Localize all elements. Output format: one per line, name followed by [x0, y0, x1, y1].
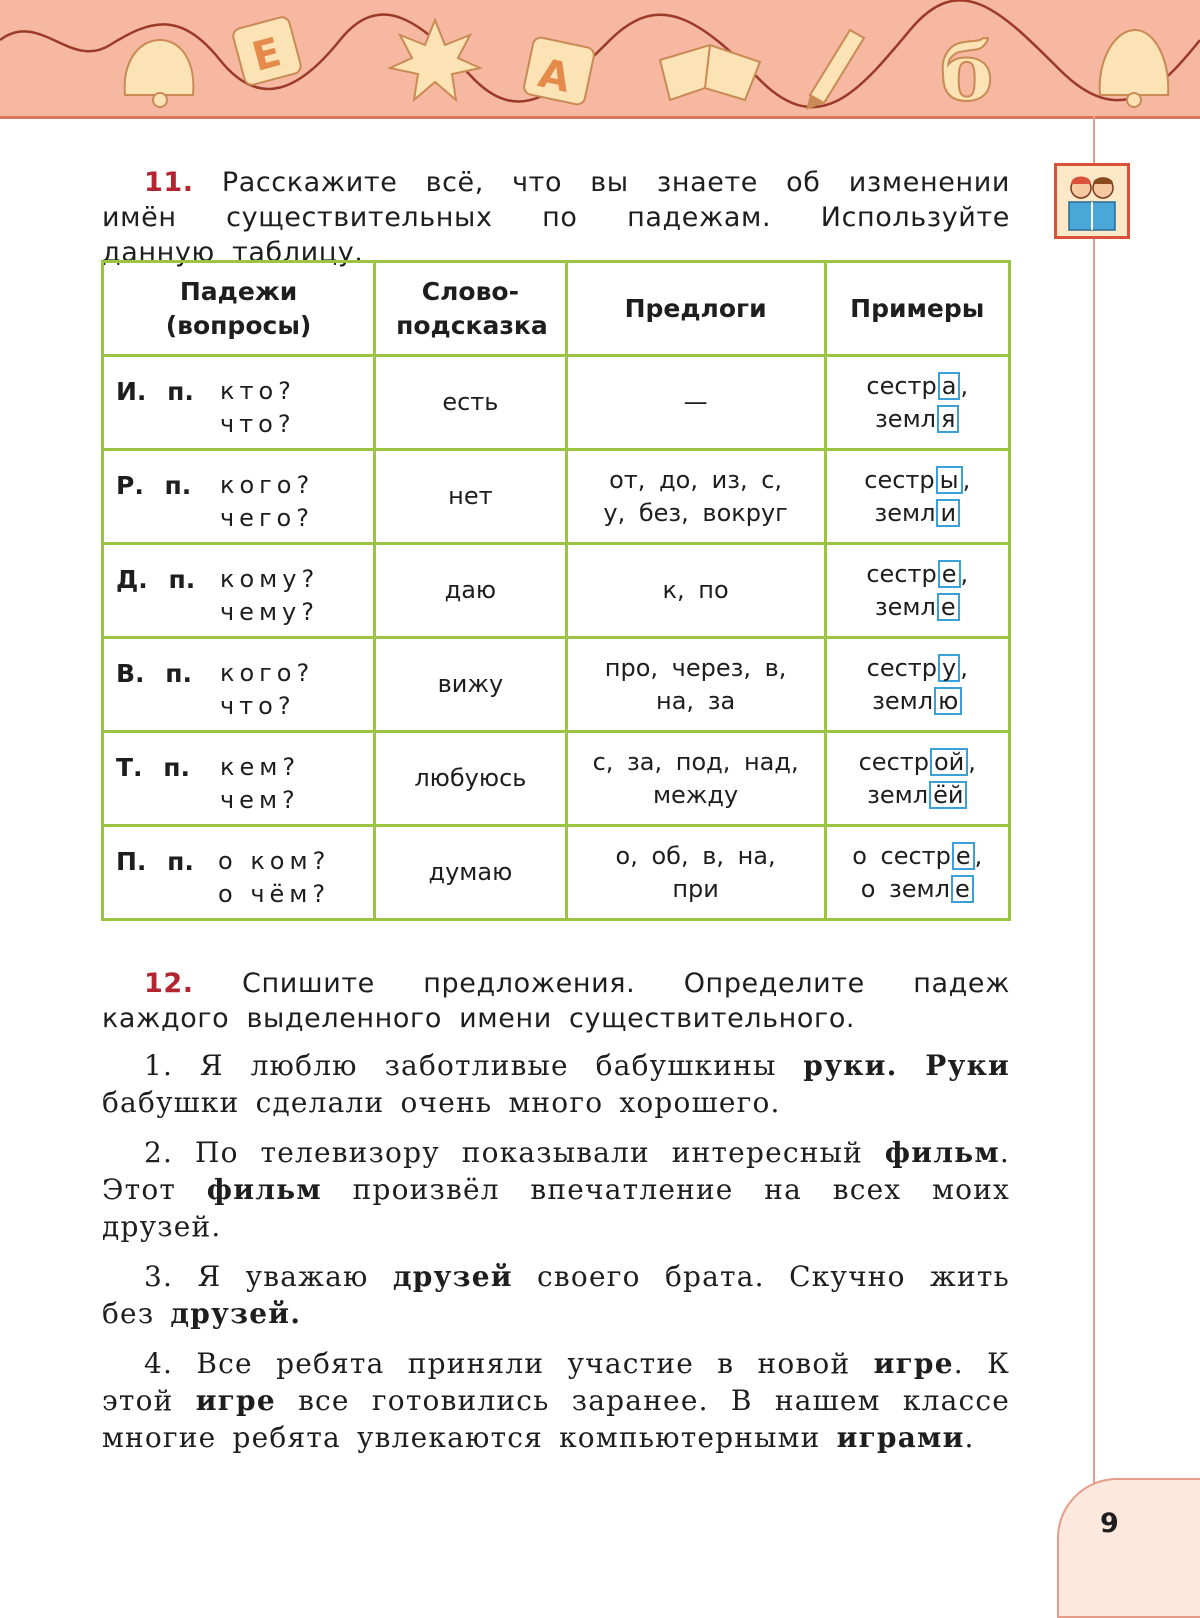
ending-box: ы: [936, 466, 963, 494]
examples: сестр а , земл я: [825, 356, 1009, 450]
prepositions: о, об, в, на, при: [566, 826, 825, 920]
header-hint-word: Слово-подсказка: [375, 262, 567, 356]
exercise-number: 11.: [144, 167, 194, 198]
table-row: [103, 826, 1010, 920]
case-abbr: П. п.: [116, 847, 194, 876]
case-cell: [103, 450, 375, 544]
case-cell: [103, 826, 375, 920]
case-questions: кого? что?: [220, 659, 315, 720]
open-book-icon: [660, 45, 760, 100]
exercise-text: Расскажите всё, что вы знаете об изменении имён существительных по падежам. Используйте данную таблицу.: [102, 167, 1011, 268]
bell-icon: [1100, 30, 1169, 107]
svg-text:А: А: [534, 50, 575, 102]
hint-word: нет: [375, 450, 567, 544]
maple-leaf-icon: [390, 20, 480, 100]
case-abbr: И. п.: [116, 377, 194, 406]
pencil-icon: [806, 30, 864, 110]
hint-word: вижу: [375, 638, 567, 732]
sentence-4: 4. Все ребята приняли участие в новой игре. К этой игре все готовились заранее. В нашем классе многие ребята увлекаются компьютерными играми.: [102, 1347, 1010, 1454]
header-prepositions: Предлоги: [566, 262, 825, 356]
table-row: [103, 356, 1010, 450]
ending-box: у: [938, 654, 960, 682]
exercise-12-instruction: [102, 966, 1010, 1036]
table-row: [103, 732, 1010, 826]
case-abbr: В. п.: [116, 659, 193, 688]
case-questions: кого? чего?: [220, 471, 315, 532]
prepositions: к, по: [566, 544, 825, 638]
prepositions: с, за, под, над, между: [566, 732, 825, 826]
exercise-text: Спишите предложения. Определите падеж каждого выделенного имени существительного.: [102, 968, 1010, 1034]
ending-box: ой: [930, 748, 968, 776]
case-cell: [103, 638, 375, 732]
hint-word: есть: [375, 356, 567, 450]
ending-box: и: [936, 499, 960, 527]
ending-box: е: [937, 593, 960, 621]
case-cell: [103, 356, 375, 450]
exercise-11-instruction: [102, 165, 1010, 270]
page-number-tab: [1057, 1478, 1200, 1618]
letter-a-block-icon: [523, 36, 596, 106]
examples: сестр у , земл ю: [825, 638, 1009, 732]
hint-word: даю: [375, 544, 567, 638]
children-reading-icon: [1054, 163, 1130, 239]
header-cases: Падежи (вопросы): [103, 262, 375, 356]
ending-box: е: [951, 875, 974, 903]
examples: сестр ой , земл ёй: [825, 732, 1009, 826]
letter-e-block-icon: [231, 15, 302, 86]
hint-word: думаю: [375, 826, 567, 920]
bell-icon: [125, 40, 194, 107]
case-table: [101, 260, 1011, 921]
svg-text:Е: Е: [247, 29, 286, 81]
case-questions: кому? чему?: [220, 565, 320, 626]
prepositions: —: [566, 356, 825, 450]
ending-box: е: [952, 842, 975, 870]
case-abbr: Т. п.: [116, 753, 191, 782]
letter-b-icon: [940, 25, 993, 116]
examples: о сестр е , о земл е: [825, 826, 1009, 920]
page-number: 9: [1100, 1508, 1119, 1539]
sentence-1: 1. Я люблю заботливые бабушкины руки. Руки бабушки сделали очень много хорошего.: [102, 1049, 1010, 1119]
case-questions: кем? чем?: [220, 753, 301, 814]
margin-line: [1093, 116, 1095, 1486]
svg-text:б: б: [940, 25, 994, 116]
table-header-row: [103, 262, 1010, 356]
table-row: [103, 544, 1010, 638]
case-cell: [103, 732, 375, 826]
ending-box: я: [937, 405, 959, 433]
ending-box: ю: [934, 687, 962, 715]
case-abbr: Д. п.: [116, 565, 196, 594]
case-questions: кто? что?: [220, 377, 296, 438]
table-row: [103, 450, 1010, 544]
ending-box: а: [938, 372, 961, 400]
header-band: [0, 0, 1200, 119]
table-row: [103, 638, 1010, 732]
hint-word: любуюсь: [375, 732, 567, 826]
case-questions: о ком? о чём?: [218, 847, 331, 908]
header-examples: Примеры: [825, 262, 1009, 356]
sentence-3: 3. Я уважаю друзей своего брата. Скучно жить без друзей.: [102, 1260, 1010, 1330]
sentence-2: 2. По телевизору показывали интересный фильм. Этот фильм произвёл впечатление на всех моих друзей.: [102, 1136, 1010, 1243]
case-abbr: Р. п.: [116, 471, 192, 500]
case-cell: [103, 544, 375, 638]
ending-box: е: [938, 560, 961, 588]
exercise-number: 12.: [144, 968, 194, 999]
prepositions: про, через, в, на, за: [566, 638, 825, 732]
examples: сестр е , земл е: [825, 544, 1009, 638]
ending-box: ёй: [929, 781, 967, 809]
examples: сестр ы , земл и: [825, 450, 1009, 544]
prepositions: от, до, из, с, у, без, вокруг: [566, 450, 825, 544]
